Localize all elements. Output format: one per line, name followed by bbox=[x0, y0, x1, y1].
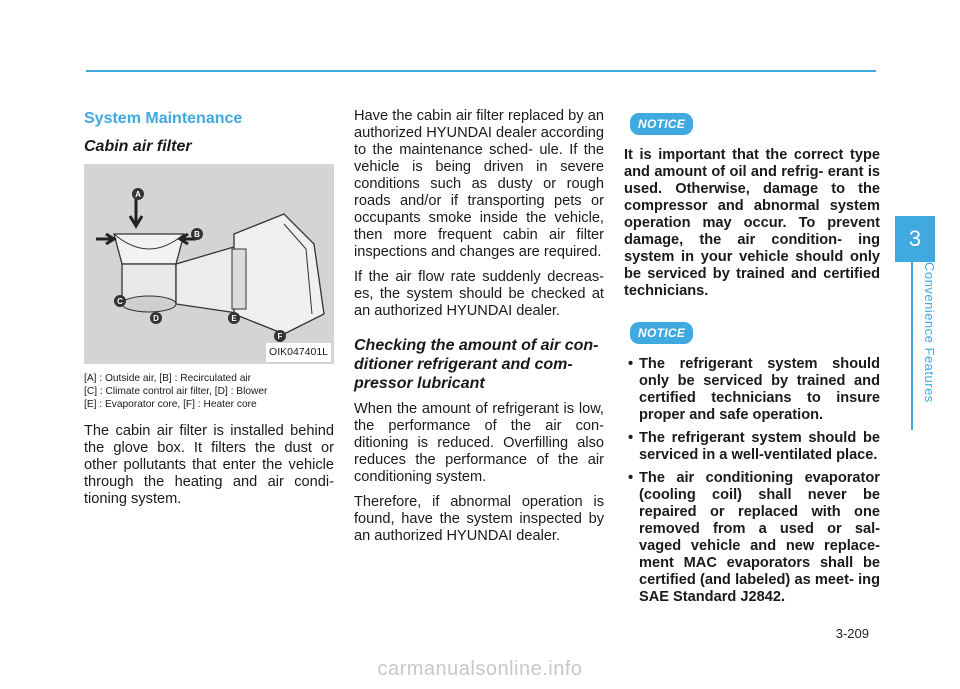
hvac-diagram-figure bbox=[84, 164, 334, 364]
list-item: • The refrigerant system should be serviced in a well-ventilated place. bbox=[624, 430, 880, 464]
notice-1-text: It is important that the correct type and amount of oil and refrig- erant is used. Otherwise, damage to the compressor and abnormal system operation may occur. To prevent damage, the air condition- ing system in your vehicle should only be serviced by trained and certified technicians. bbox=[624, 147, 880, 299]
refrigerant-paragraph-2: Therefore, if abnormal operation is found, have the system inspected by an authorized HYUNDAI dealer. bbox=[354, 494, 604, 544]
figure-callouts bbox=[84, 164, 334, 364]
section-title: System Maintenance bbox=[84, 110, 243, 127]
svg-text:A: A bbox=[135, 190, 141, 199]
notice-badge: NOTICE bbox=[630, 113, 693, 135]
caption-line: [A] : Outside air, [B] : Recirculated air bbox=[84, 373, 252, 384]
notice-badge: NOTICE bbox=[630, 322, 693, 344]
callout-d bbox=[150, 312, 162, 324]
chapter-name: Convenience Features bbox=[922, 262, 937, 403]
svg-text:E: E bbox=[231, 314, 237, 323]
caption-line: [C] : Climate control air filter, [D] : Blower bbox=[84, 386, 268, 397]
figure-caption bbox=[84, 372, 334, 411]
callout-e bbox=[228, 312, 240, 324]
chapter-divider bbox=[911, 262, 913, 430]
caption-line: [E] : Evaporator core, [F] : Heater core bbox=[84, 399, 257, 410]
svg-text:C: C bbox=[117, 297, 123, 306]
svg-text:F: F bbox=[277, 332, 283, 341]
svg-text:B: B bbox=[194, 230, 200, 239]
page-number: 3-209 bbox=[835, 626, 869, 641]
cabin-filter-paragraph-1: The cabin air filter is installed behind the glove box. It filters the dust or other pollutants that enter the vehicle through the heating and air condi- tioning system. bbox=[84, 423, 334, 507]
cabin-filter-paragraph-2: Have the cabin air filter replaced by an authorized HYUNDAI dealer according to the maintenance sched- ule. If the vehicle is being driven in severe conditions such as dusty or rough roads and/or if transporting pets or occupants smoke inside the vehicle, then more frequent cabin air filter inspections and changes are required. bbox=[354, 108, 604, 260]
callout-a bbox=[132, 188, 144, 200]
notice-1-block bbox=[624, 147, 880, 300]
refrigerant-paragraph-1: When the amount of refrigerant is low, the performance of the air con- ditioning is reduced. Overfilling also reduces the performance of the air conditioning system. bbox=[354, 401, 604, 485]
figure-code: OIK047401L bbox=[266, 343, 331, 362]
callout-c bbox=[114, 295, 126, 307]
list-item: • The air conditioning evaporator (cooling coil) shall never be repaired or replaced with one removed from a used or sal- vaged vehicle and new replace- ment MAC evaporators shall be certified (and labeled) as meet- ing SAE Standard J2842. bbox=[624, 470, 880, 606]
chapter-number-tab: 3 bbox=[895, 216, 935, 262]
cabin-filter-paragraph-3: If the air flow rate suddenly decreas- es, the system should be checked at an authorized HYUNDAI dealer. bbox=[354, 269, 604, 319]
refrigerant-subtitle: Checking the amount of air con- ditioner refrigerant and com- pressor lubricant bbox=[354, 337, 599, 392]
column-2 bbox=[354, 108, 604, 553]
list-item: • The refrigerant system should only be serviced by trained and certified technicians to insure proper and safe operation. bbox=[624, 356, 880, 424]
callout-f bbox=[274, 330, 286, 342]
notice-2-list bbox=[624, 356, 880, 606]
callout-b bbox=[191, 228, 203, 240]
watermark: carmanualsonline.info bbox=[377, 658, 583, 680]
column-1 bbox=[84, 108, 334, 516]
svg-text:D: D bbox=[153, 314, 159, 323]
header-rule bbox=[86, 70, 876, 72]
column-3 bbox=[624, 108, 880, 616]
cabin-filter-subtitle: Cabin air filter bbox=[84, 138, 192, 155]
